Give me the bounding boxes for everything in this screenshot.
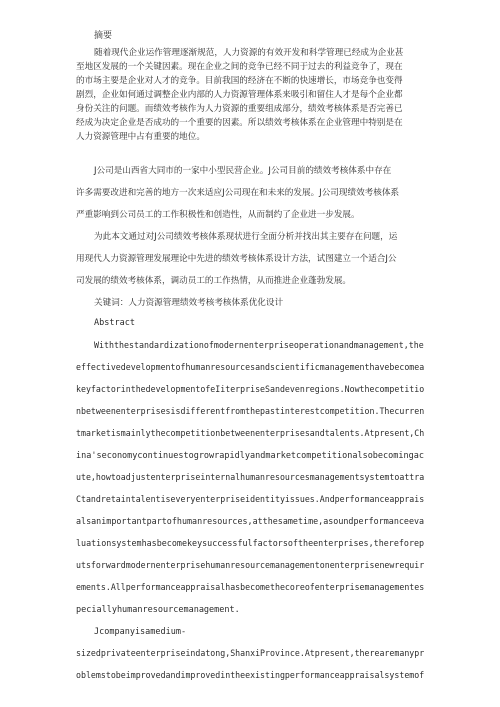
text-line: 至地区发展的一个关键因素。现在企业之间的竞争已经不同于过去的利益竞争了，现在: [76, 62, 403, 72]
text-line: 司发展的绩效考核体系，调动员工的工作热情，从而推进企业蓬勃发展。: [76, 276, 352, 286]
abstract-cn-heading: 摘要: [94, 31, 113, 41]
keywords-line: 关键词：人力资源管理绩效考核考核体系优化设计: [94, 298, 284, 308]
text-line: J公司是山西省大同市的一家中小型民营企业。J公司目前的绩效考核体系中存在: [94, 166, 392, 176]
text-line: keyfactorinthedevelopmentofeIiterpriseSandevenregions.Nowthecompetitio: [76, 385, 425, 395]
text-line: Withthestandardizationofmodernenterpriseoperationandmanagement,the: [94, 341, 424, 351]
text-line: 用现代人力资源管理发展理论中先进的绩效考核体系设计方法，试图建立一个适合J公: [76, 254, 397, 264]
text-line: luationsystemhasbecomekeysuccessfulfactorsoftheenterprises,thereforep: [76, 539, 425, 549]
text-line: 身份关注的问题。而绩效考核作为人力资源的重要组成部分，绩效考核体系是否完善已: [76, 104, 403, 114]
text-line: alsanimportantpartofhumanresources,atthesametime,asoundperformanceeva: [76, 517, 425, 527]
text-line: sizedprivateenterpriseindatong,ShanxiProvince.Atpresent,therearemanypr: [76, 649, 425, 659]
text-line: ute,howtoadjustenterpriseinternalhumanresourcesmanagementsystemtoattra: [76, 473, 425, 483]
text-line: Jcompanyisamedium-: [94, 627, 187, 637]
text-line: tmarketismainlythecompetitionbetweenenterprisesandtalents.Atpresent,Ch: [76, 429, 425, 439]
text-line: effectivedevelopmentofhumanresourcesandscientificmanagementhavebecomea: [76, 363, 425, 373]
text-line: 严重影响到公司员工的工作积极性和创造性，从而制约了企业进一步发展。: [76, 210, 360, 220]
text-line: 为此本文通过对J公司绩效考核体系现状进行全面分析并找出其主要存在问题，运: [94, 232, 398, 242]
abstract-en-heading: Abstract: [94, 318, 135, 328]
text-line: utsforwardmodernenterprisehumanresourcemanagementonenterprisenewrequir: [76, 561, 425, 571]
text-line: Ctandretaintalentiseveryenterpriseidentityissues.Andperformanceapprais: [76, 495, 425, 505]
text-line: 的市场主要是企业对人才的竞争。目前我国的经济在不断的快速增长，市场竞争也变得: [76, 76, 403, 86]
text-line: peciallyhumanresourcemanagement.: [76, 605, 240, 615]
text-line: 经成为决定企业是否成功的一个重要的因素。所以绩效考核体系在企业管理中特别是在: [76, 118, 403, 128]
text-line: ements.Allperformanceappraisalhasbecomethecoreofenterprisemanagementes: [76, 583, 425, 593]
text-line: 随着现代企业运作管理逐渐规范，人力资源的有效开发和科学管理已经成为企业甚: [94, 48, 404, 58]
text-line: ina'seconomycontinuestogrowrapidlyandmarketcompetitionalsobecomingac: [76, 451, 424, 461]
text-line: 人力资源管理中占有重要的地位。: [76, 132, 205, 142]
text-line: 许多需要改进和完善的地方一次来适应J公司现在和未来的发展。J公司现绩效考核体系: [76, 188, 400, 198]
text-line: 剧烈，企业如何通过调整企业内部的人力资源管理体系来吸引和留住人才是每个企业都: [76, 90, 403, 100]
text-line: nbetweenenterprisesisdifferentfromthepastinterestcompetition.Thecurren: [76, 407, 425, 417]
text-line: oblemstobeimprovedandimprovedintheexistingperformanceappraisalsystemof: [76, 671, 425, 681]
